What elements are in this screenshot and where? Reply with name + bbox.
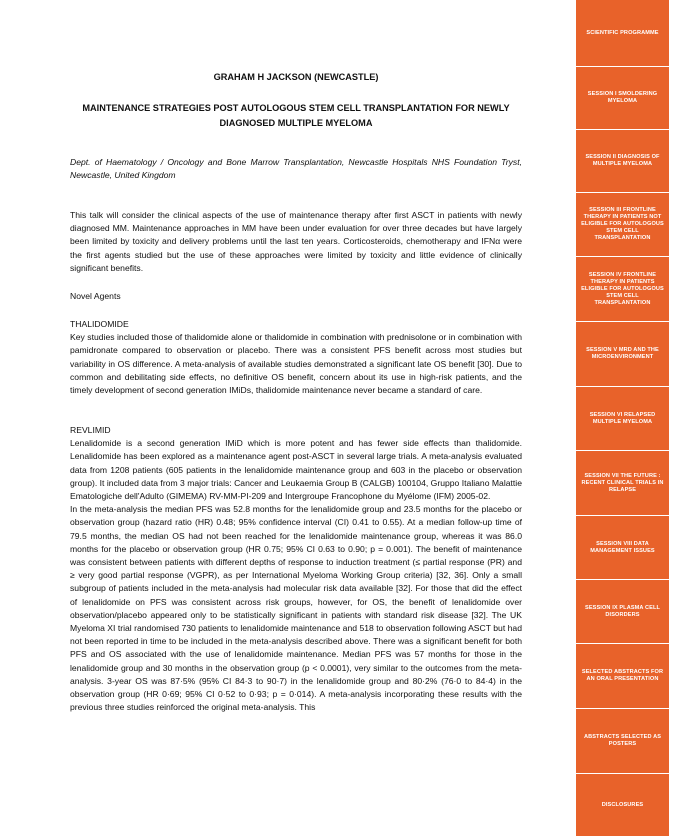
intro-paragraph: This talk will consider the clinical aspects of the use of maintenance therapy after first ASCT in patients with newly diagnosed MM. Maintenance approaches in MM have been under evaluation for over three decades but have largely been limited by toxicity and delivery problems until the last ten years. Corticosteroids, chemotherapy and IFNα were the first agents studied but the use of these approaches were limited by toxicity and little evidence of clinically significant benefits. [70,210,522,273]
revlimid-paragraph-2: In the meta-analysis the median PFS was 52.8 months for the lenalidomide group and 23.5 months for the placebo or observation group (hazard ratio (HR) 0.48; 95% confidence interval (CI) 0.41 to 0.55). At a median follow-up time of 79.5 months, the median OS had not been reached for the lenalidomide maintenance group, whereas it was 86.0 months for the placebo or observation group (HR 0.75; 95% CI 0.63 to 0.90; p = 0.001). The benefit of maintenance was consistent between patients with different depths of response to induction treatment (≤ partial response (PR) and ≥ very good partial response (VGPR), as per International Myeloma Working Group criteria) [32, 36]. Only a small subgroup of patients included in the meta-analysis had molecular risk data available [32]. For those that did the effect of lenalidomide on PFS was consistent across risk groups, however, for OS, the benefit of lenalidomide over observation/placebo appeared only to be statistically significant in patients with standard risk disease [32]. The UK Myeloma XI trial randomised 730 patients to lenalidomide maintenance and 518 to observation following ASCT but had not been reported in time to be included in the meta-analysis described above. There was a significant benefit for both PFS and OS associated with the use of lenalidomide maintenance. Median PFS was 57 months for those in the lenalidomide group and 30 months in the observation group (p < 0.0001), very similar to the outcomes from the meta-analysis. 3-year OS was 87·5% (95% CI 84·3 to 90·7) in the lenalidomide group and 80·2% (76·0 to 84·4) in the observation group (HR 0·69; 95% CI 0·52 to 0·93; p = 0·014). A meta-analysis incorporating these results with the previous three studies reinforced the original meta-analysis. This [70,504,522,713]
section-heading-novel-agents: Novel Agents [70,291,121,301]
nav-abstracts-posters[interactable]: ABSTRACTS SELECTED AS POSTERS [583,734,662,747]
nav-session-2[interactable]: SESSION II DIAGNOSIS OF MULTIPLE MYELOMA [585,154,660,167]
revlimid-section [70,424,522,714]
nav-session-8[interactable]: SESSION VIII DATA MANAGEMENT ISSUES [590,540,655,554]
nav-scientific-programme[interactable]: SCIENTIFIC PROGRAMME [586,29,659,36]
document-body [70,0,522,836]
author-heading: GRAHAM H JACKSON (NEWCASTLE) [213,72,379,82]
revlimid-heading: REVLIMID [70,425,111,435]
nav-disclosures[interactable]: DISCLOSURES [601,801,644,808]
nav-session-1[interactable]: SESSION I SMOLDERING MYELOMA [587,91,658,104]
nav-selected-abstracts-oral[interactable]: SELECTED ABSTRACTS FOR AN ORAL PRESENTATION [581,669,664,682]
thalidomide-paragraph: Key studies included those of thalidomide alone or thalidomide in combination with prednisolone or in combination with pamidronate compared to observation or placebo. There was a consistent PFS benefit across most studies but variability in OS difference. A meta-analysis of available studies demonstrated a significant late OS benefit [30]. Due to common and debilitating side effects, no definitive OS benefit, concern about its use in high-risk patients, and the timely development of second generation IMiDs, thalidomide maintenance never became a standard of care. [70,332,522,396]
affiliation: Dept. of Haematology / Oncology and Bone Marrow Transplantation, Newcastle Hospitals NHS Foundation Tryst, Newcastle, United Kingdom [70,157,522,180]
nav-session-5[interactable]: SESSION V MRD AND THE MICROENVIRONMENT [586,347,659,360]
thalidomide-section [70,318,522,397]
thalidomide-heading: THALIDOMIDE [70,319,129,329]
nav-session-7[interactable]: SESSION VII THE FUTURE : RECENT CLINICAL TRIALS IN RELAPSE [581,472,664,493]
revlimid-paragraph-1: Lenalidomide is a second generation IMiD which is more potent and has fewer side effects than thalidomide. Lenalidomide has been explored as a maintenance agent post-ASCT in several large trials. A meta-analysis evaluated data from 1208 patients (605 patients in the lenalidomide maintenance group and 603 in the placebo or observation group). It included data from 3 major trials: Cancer and Leukaemia Group B (CALGB) 100104, Gruppo Italiano Malattie Ematologiche dell'Adulto (GIMEMA) RV-MM-PI-209 and Intergroupe Francophone du Myélome (IFM) 2005-02. [70,438,522,502]
nav-session-4[interactable]: SESSION IV FRONTLINE THERAPY IN PATIENTS ELIGIBLE FOR AUTOLOGOUS STEM CELL TRANSPLANTATION [581,271,664,306]
nav-session-9[interactable]: SESSION IX PLASMA CELL DISORDERS [584,604,661,618]
page-title: MAINTENANCE STRATEGIES POST AUTOLOGOUS STEM CELL TRANSPLANTATION FOR NEWLY DIAGNOSED MULTIPLE MYELOMA [82,103,510,128]
session-nav-sidebar [576,0,669,836]
nav-session-3[interactable]: SESSION III FRONTLINE THERAPY IN PATIENTS NOT ELIGIBLE FOR AUTOLOGOUS STEM CELL TRANSPLANTATION [581,207,664,241]
nav-session-6[interactable]: SESSION VI RELAPSED MULTIPLE MYELOMA [589,411,656,425]
